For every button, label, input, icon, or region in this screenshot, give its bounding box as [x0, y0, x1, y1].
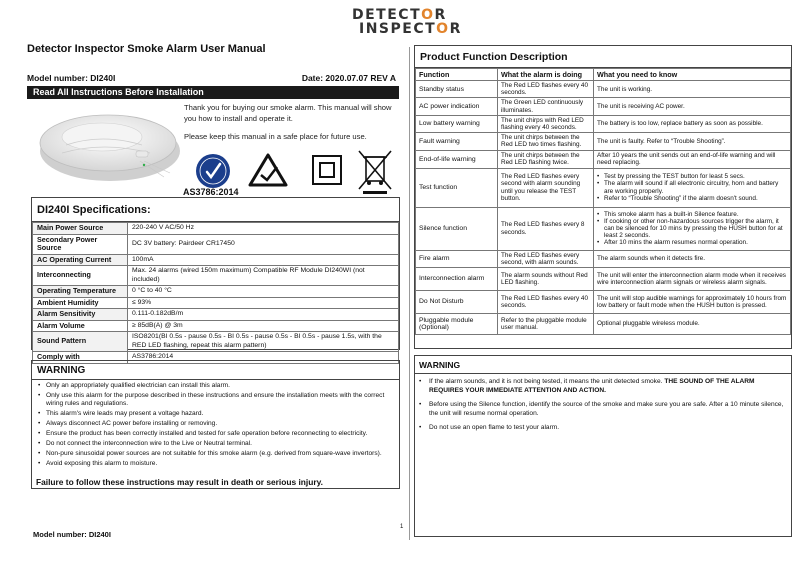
function-name: Pluggable module (Optional) [416, 314, 498, 335]
alarm-behavior: The Red LED flashes every second, with alarm sounds. [498, 250, 594, 267]
spec-key: Comply with [33, 352, 128, 364]
page-number: 1 [400, 524, 404, 530]
specifications-heading: DI240I Specifications: [32, 198, 399, 222]
alarm-behavior: The Green LED continuously illuminates. [498, 98, 594, 115]
alarm-behavior: The Red LED flashes every 8 seconds. [498, 207, 594, 250]
function-row [416, 115, 791, 132]
rcm-compliance-icon [250, 155, 286, 185]
spec-key: Alarm Sensitivity [33, 309, 128, 321]
warning-item-smoke [419, 378, 787, 395]
spec-key: Main Power Source [33, 223, 128, 235]
function-row [416, 314, 791, 335]
function-row [416, 98, 791, 115]
spec-value: ≤ 93% [128, 297, 399, 309]
warning-item-open-flame: • Do not use an open flame to test your alarm. [419, 424, 787, 433]
detector-inspector-logo [352, 8, 462, 36]
warning-heading-right: WARNING [415, 356, 791, 374]
user-guidance: The unit is faulty. Refer to “Trouble Shooting”. [594, 133, 791, 150]
spec-value: 100mA [128, 254, 399, 266]
function-row [416, 168, 791, 207]
warning-item: • Non-pure sinusoidal power sources are not suitable for this smoke alarm (e.g. derived from square-wave invertors). [38, 450, 393, 458]
guidance-item: • If cooking or other non-hazardous sources trigger the alarm, it can be silenced for 10 mins by pressing the HUSH button for at least 2 seconds. [597, 218, 787, 240]
product-function-heading: Product Function Description [415, 46, 791, 68]
spec-key: Alarm Volume [33, 320, 128, 332]
guidance-list [597, 173, 787, 202]
warning-item-silence: • Before using the Silence function, identify the source of the smoke and make sure you are safe. After a 10 minute silence, the unit will resume normal operation. [419, 401, 787, 418]
spec-row [33, 332, 399, 352]
warning-list-right [415, 374, 791, 443]
function-name: Fire alarm [416, 250, 498, 267]
user-guidance: The unit will enter the interconnection alarm mode when it receives wire interconnection alarm signals or wireless alarm signals. [594, 268, 791, 291]
spec-row [33, 254, 399, 266]
function-row [416, 291, 791, 314]
spec-row [33, 234, 399, 254]
function-name: Fault warning [416, 133, 498, 150]
guidance-item: • Test by pressing the TEST button for least 5 secs. [597, 173, 787, 180]
function-row [416, 81, 791, 98]
user-guidance: After 10 years the unit sends out an end-of-life warning and will need replacing. [594, 150, 791, 168]
warning-box-left [31, 360, 400, 489]
function-name: Low battery warning [416, 115, 498, 132]
activfire-certified-icon [196, 154, 230, 188]
function-name: End-of-life warning [416, 150, 498, 168]
function-name: Interconnection alarm [416, 268, 498, 291]
logo-text-detect: DETECT [352, 7, 422, 23]
user-guidance: The unit is receiving AC power. [594, 98, 791, 115]
logo-target-o: O [421, 7, 435, 23]
function-name: AC power indication [416, 98, 498, 115]
user-guidance [594, 168, 791, 207]
user-guidance: The battery is too low, replace battery as soon as possible. [594, 115, 791, 132]
function-row [416, 268, 791, 291]
alarm-behavior: The alarm sounds without Red LED flashing. [498, 268, 594, 291]
product-function-table [415, 68, 791, 335]
spec-value: AS3786:2014 [128, 352, 399, 364]
guidance-list [597, 211, 787, 247]
spec-key: Ambient Humidity [33, 297, 128, 309]
revision-date: Date: 2020.07.07 REV A [301, 73, 396, 83]
alarm-behavior: The Red LED flashes every 40 seconds. [498, 81, 594, 98]
function-row [416, 250, 791, 267]
logo-text-r2: R [449, 21, 462, 37]
spec-row [33, 266, 399, 286]
warning-item-smoke-text: If the alarm sounds, and it is not being tested, it means the unit detected smoke. [429, 378, 665, 385]
guidance-item: • The alarm will sound if all electronic circuitry, horn and battery are working properly. [597, 180, 787, 194]
warning-item: • This alarm's wire leads may present a voltage hazard. [38, 410, 393, 418]
warning-item: • Only an appropriately qualified electrician can install this alarm. [38, 382, 393, 390]
alarm-behavior: The unit chirps between the Red LED two times flashing. [498, 133, 594, 150]
instructions-banner: Read All Instructions Before Installation [27, 86, 399, 99]
user-guidance [594, 207, 791, 250]
alarm-behavior: The Red LED flashes every second with alarm sounding until you release the TEST button. [498, 168, 594, 207]
spec-key: Interconnecting [33, 266, 128, 286]
function-name: Do Not Disturb [416, 291, 498, 314]
spec-row [33, 297, 399, 309]
logo-text-r: R [434, 7, 447, 23]
spec-key: Secondary Power Source [33, 234, 128, 254]
logo-flame-o: O [436, 21, 450, 37]
user-guidance: The unit will stop audible warnings for approximately 10 hours from low battery or fault mode when the HUSH button is pressed. [594, 291, 791, 314]
specifications-box [31, 197, 400, 361]
document-title: Detector Inspector Smoke Alarm User Manual [27, 43, 266, 55]
column-header-know: What you need to know [594, 69, 791, 81]
function-name: Silence function [416, 207, 498, 250]
specifications-table [32, 222, 399, 364]
column-header-function: Function [416, 69, 498, 81]
weee-bin-icon [359, 151, 391, 194]
warning-item: • Do not connect the interconnection wire to the Live or Neutral terminal. [38, 440, 393, 448]
spec-row [33, 223, 399, 235]
function-name: Standby status [416, 81, 498, 98]
footer-model-number: Model number: DI240I [33, 530, 111, 539]
warning-heading: WARNING [32, 361, 399, 380]
spec-row [33, 309, 399, 321]
spec-row [33, 320, 399, 332]
spec-value: 220-240 V AC/50 Hz [128, 223, 399, 235]
alarm-behavior: The Red LED flashes every 40 seconds. [498, 291, 594, 314]
double-insulation-icon [313, 156, 341, 184]
logo-text-inspect: INSPECT [359, 21, 437, 37]
warning-item: • Always disconnect AC power before installing or removing. [38, 420, 393, 428]
warning-item-smoke-emphasis: THE SOUND OF THE ALARM REQUIRES YOUR IMMEDIATE ATTENTION AND ACTION. [429, 378, 755, 394]
intro-paragraph-2: Please keep this manual in a safe place for future use. [184, 132, 367, 141]
spec-key: Operating Temperature [33, 286, 128, 298]
function-row [416, 207, 791, 250]
user-guidance: The unit is working. [594, 81, 791, 98]
warning-box-right [414, 355, 792, 537]
spec-value: Max. 24 alarms (wired 150m maximum) Compatible RF Module DI240WI (not included) [128, 266, 399, 286]
spec-row [33, 286, 399, 298]
spec-key: Sound Pattern [33, 332, 128, 352]
function-row [416, 150, 791, 168]
model-number: Model number: DI240I [27, 73, 116, 83]
spec-value: 0 °C to 40 °C [128, 286, 399, 298]
guidance-item: • This smoke alarm has a built-in Silence feature. [597, 211, 787, 218]
function-row [416, 133, 791, 150]
alarm-behavior: Refer to the pluggable module user manual. [498, 314, 594, 335]
product-function-rows [416, 81, 791, 335]
spec-value: DC 3V battery: Pairdeer CR17450 [128, 234, 399, 254]
function-name: Test function [416, 168, 498, 207]
smoke-alarm-image [32, 103, 182, 188]
user-guidance: The alarm sounds when it detects fire. [594, 250, 791, 267]
spec-value: ISO8201(BI 0.5s - pause 0.5s - BI 0.5s - pause 0.5s - BI 0.5s - pause 1.5s, with the RED LED flashing, repeat this alarm pattern) [128, 332, 399, 352]
alarm-behavior: The unit chirps between the Red LED flashing twice. [498, 150, 594, 168]
model-date-line [27, 73, 396, 83]
product-function-box [414, 45, 792, 349]
spec-key: AC Operating Current [33, 254, 128, 266]
standard-code: AS3786:2014 [183, 187, 239, 197]
warning-item: • Avoid exposing this alarm to moisture. [38, 460, 393, 468]
warning-list [32, 380, 399, 471]
warning-item: • Ensure the product has been correctly installed and tested for safe operation before reconnecting to electricity. [38, 430, 393, 438]
column-header-doing: What the alarm is doing [498, 69, 594, 81]
guidance-item: • Refer to “Trouble Shooting” if the alarm doesn't sound. [597, 195, 787, 202]
table-header-row [416, 69, 791, 81]
column-divider [409, 47, 410, 540]
intro-text [184, 102, 402, 149]
intro-paragraph-1: Thank you for buying our smoke alarm. This manual will show you how to install and operate it. [184, 103, 392, 123]
spec-value: 0.111-0.182dB/m [128, 309, 399, 321]
user-guidance: Optional pluggable wireless module. [594, 314, 791, 335]
spec-value: ≥ 85dB(A) @ 3m [128, 320, 399, 332]
warning-final-statement: Failure to follow these instructions may result in death or serious injury. [36, 477, 323, 487]
guidance-item: • After 10 mins the alarm resumes normal operation. [597, 239, 787, 246]
warning-item: • Only use this alarm for the purpose described in these instructions and ensure the installation meets with the correct wiring rules and regulations. [38, 392, 393, 409]
alarm-behavior: The unit chirps with Red LED flashing every 40 seconds. [498, 115, 594, 132]
